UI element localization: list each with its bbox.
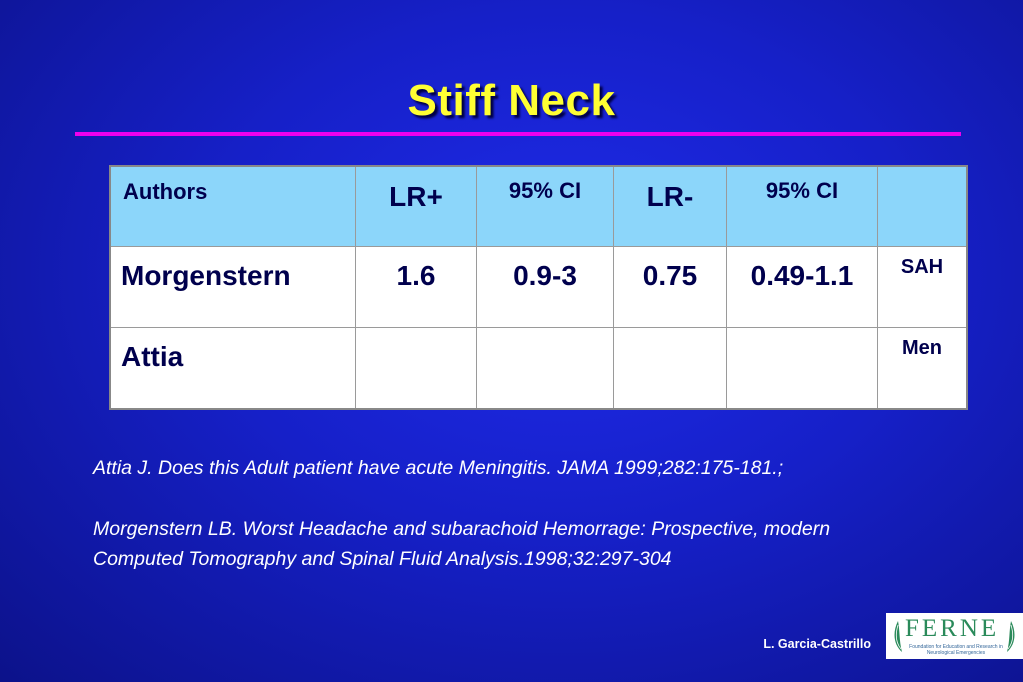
header-authors: Authors (110, 166, 356, 247)
cell-note: SAH (878, 247, 968, 328)
title-divider (75, 132, 961, 136)
header-note (878, 166, 968, 247)
cell-author: Morgenstern (110, 247, 356, 328)
cell-note: Men (878, 328, 968, 410)
lr-table (109, 165, 968, 410)
logo-tagline: Foundation for Education and Research in Neurological Emergencies (909, 644, 1003, 656)
ferne-logo (886, 613, 1023, 659)
reference-item: Attia J. Does this Adult patient have acute Meningitis. JAMA 1999;282:175-181.; (93, 457, 784, 479)
cell-ci-negative (727, 328, 878, 410)
leaf-icon (890, 619, 904, 653)
cell-lr-positive: 1.6 (356, 247, 477, 328)
leaf-icon (1005, 619, 1019, 653)
cell-lr-positive (356, 328, 477, 410)
cell-lr-negative: 0.75 (614, 247, 727, 328)
reference-item: Morgenstern LB. Worst Headache and subarachoid Hemorrage: Prospective, modern Computed Tomography and Spinal Fluid Analysis.1998;32:297-304 (93, 517, 831, 570)
logo-name: FERNE (905, 615, 1000, 642)
cell-author: Attia (110, 328, 356, 410)
header-ci-positive: 95% CI (477, 166, 614, 247)
author-credit: L. Garcia-Castrillo (763, 637, 871, 651)
cell-ci-positive (477, 328, 614, 410)
header-lr-positive: LR+ (356, 166, 477, 247)
reference-spacer (93, 484, 853, 514)
table-row (110, 328, 967, 410)
header-lr-negative: LR- (614, 166, 727, 247)
cell-ci-negative: 0.49-1.1 (727, 247, 878, 328)
table-header-row (110, 166, 967, 247)
cell-lr-negative (614, 328, 727, 410)
header-ci-negative: 95% CI (727, 166, 878, 247)
slide-title: Stiff Neck (407, 76, 616, 125)
references (93, 453, 853, 575)
table-row (110, 247, 967, 328)
cell-ci-positive: 0.9-3 (477, 247, 614, 328)
